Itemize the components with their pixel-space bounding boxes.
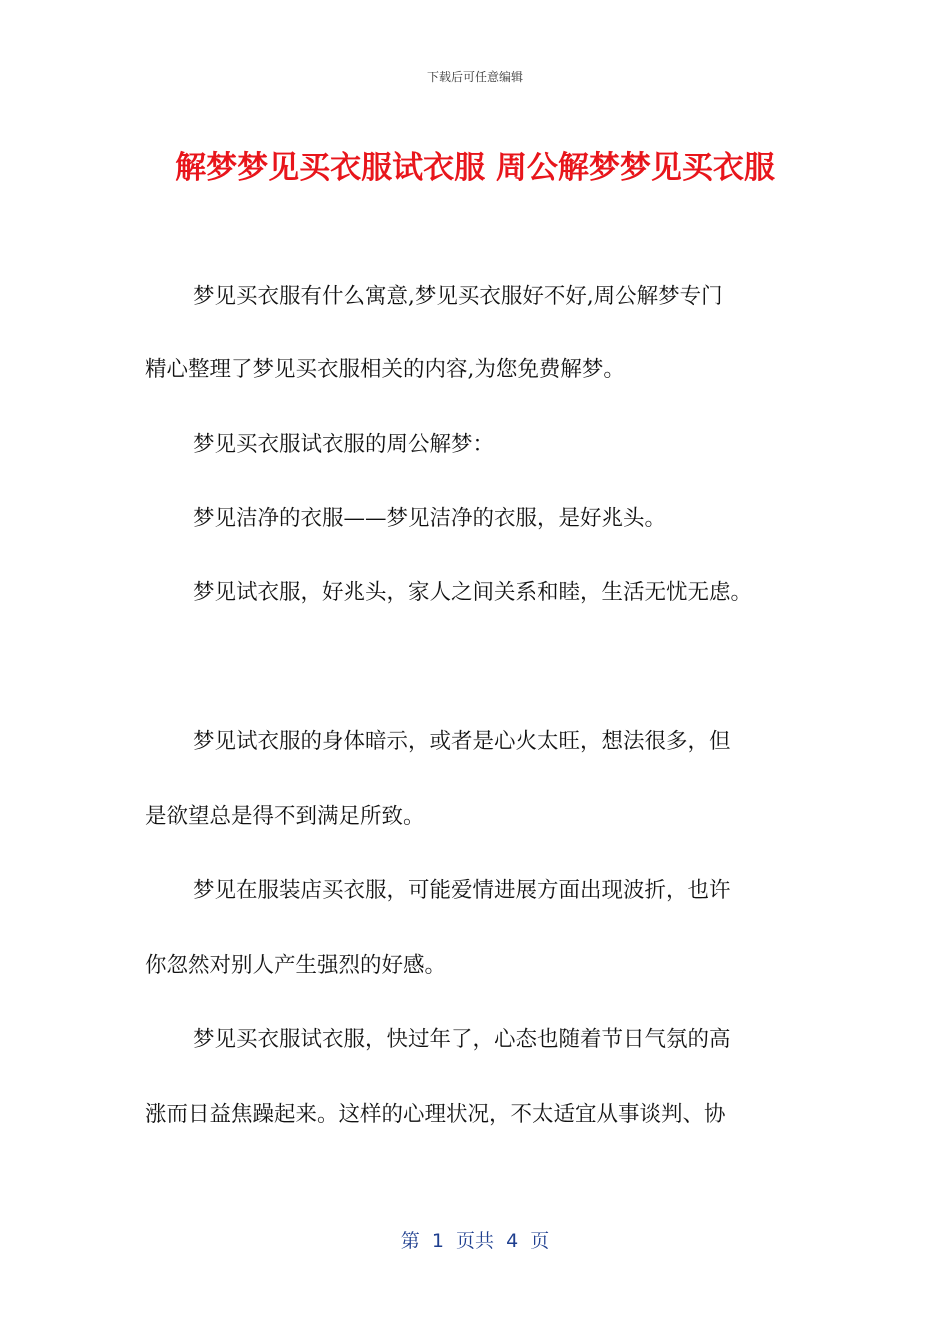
paragraph-line: 是欲望总是得不到满足所致。	[145, 804, 425, 829]
paragraph-line: 你忽然对别人产生强烈的好感。	[145, 953, 447, 978]
paragraph-line: 涨而日益焦躁起来。这样的心理状况，不太适宜从事谈判、协	[145, 1102, 726, 1127]
paragraph-line: 梦见试衣服的身体暗示，或者是心火太旺，想法很多，但	[193, 729, 731, 754]
document-title: 解梦梦见买衣服试衣服 周公解梦梦见买衣服	[175, 150, 775, 186]
paragraph-line: 梦见买衣服有什么寓意,梦见买衣服好不好,周公解梦专门	[193, 284, 723, 309]
page-footer: 第 1 页共 4 页	[400, 1230, 550, 1252]
paragraph-line: 梦见买衣服试衣服的周公解梦：	[193, 432, 495, 457]
paragraph-line: 梦见洁净的衣服——梦见洁净的衣服，是好兆头。	[193, 506, 667, 531]
paragraph-line: 精心整理了梦见买衣服相关的内容,为您免费解梦。	[145, 357, 625, 382]
paragraph-line: 梦见试衣服，好兆头，家人之间关系和睦，生活无忧无虑。	[193, 580, 753, 605]
paragraph-line: 梦见买衣服试衣服，快过年了，心态也随着节日气氛的高	[193, 1027, 731, 1052]
header-note: 下载后可任意编辑	[426, 70, 523, 84]
paragraph-line: 梦见在服装店买衣服，可能爱情进展方面出现波折，也许	[193, 878, 731, 903]
